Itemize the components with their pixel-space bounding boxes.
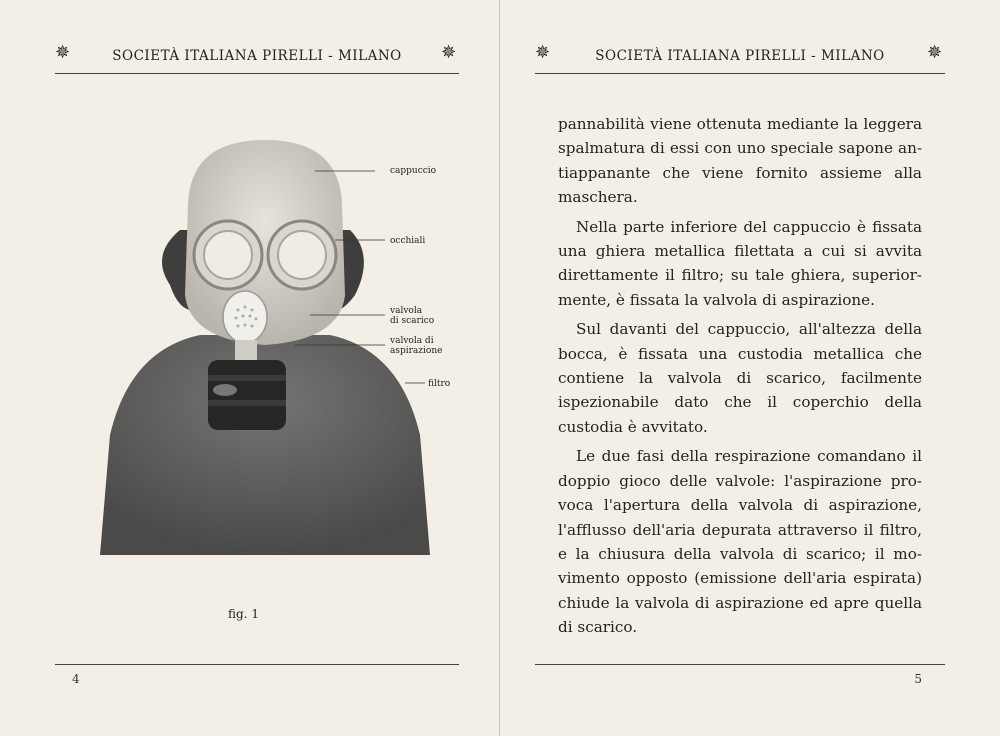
label-valvola-scarico-line2: di scarico [390,316,435,326]
header-rule [55,73,459,74]
page-number: 4 [72,672,80,686]
paragraph: Nella parte inferiore del cappuccio è fissata una ghiera metallica filettata a cui si avvita direttamente il filtro; su tale ghiera, superiormente, è fissata la valvola di aspirazione. [558,217,922,309]
paragraph: Sul davanti del cappuccio, all'altezza della bocca, è fissata una custodia metallica che contiene la valvola di scarico, facilmente ispezionabile dato che il coperchio della custodia è avvitato. [558,320,922,436]
gas-mask-photo [90,135,443,555]
label-filtro: filtro [428,379,451,389]
star-icon: ✵ [535,42,551,63]
page-number: 5 [914,672,922,686]
figure-caption: fig. 1 [228,607,259,621]
star-icon: ✵ [441,42,457,63]
body-text [558,112,922,645]
header-title: SOCIETÀ ITALIANA PIRELLI - MILANO [112,48,402,64]
header-title: SOCIETÀ ITALIANA PIRELLI - MILANO [595,48,885,64]
star-icon: ✵ [927,42,943,63]
paragraph: Le due fasi della respirazione comandano il doppio gioco delle valvole: l'aspirazione provoca l'apertura della valvola di aspirazione, l'afflusso dell'aria depurata attraverso il filtro, e la chiusura della valvola di scarico; il movimento opposto (emissione dell'aria espirata) chiude la valvola di aspirazione ed apre quella di scarico. [558,447,922,637]
star-icon: ✵ [55,42,71,63]
paragraph: pannabilità viene ottenuta mediante la leggera spalmatura di essi con uno speciale sapone antiappanante che viene fornito assieme alla maschera. [558,115,922,207]
gas-mask-illustration [90,135,451,555]
right-running-header [535,44,945,74]
label-occhiali: occhiali [390,236,426,246]
label-valvola-aspirazione-line1: valvola di [390,336,434,346]
label-valvola-aspirazione-line2: aspirazione [390,346,443,356]
label-valvola-scarico-line1: valvola [390,306,423,316]
footer-rule [55,664,459,665]
left-running-header [55,44,459,74]
label-cappuccio: cappuccio [390,166,437,176]
header-rule [535,73,945,74]
footer-rule [535,664,945,665]
